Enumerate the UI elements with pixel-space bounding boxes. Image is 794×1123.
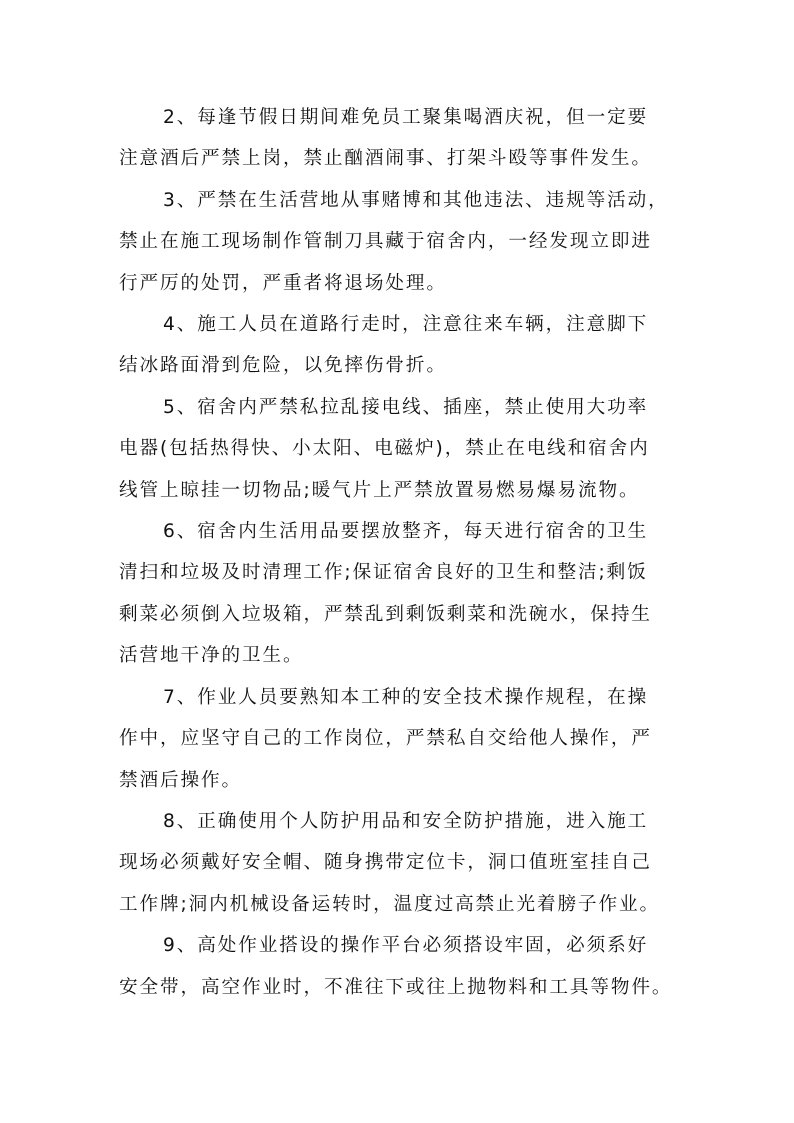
paragraph-line: 9、高处作业搭设的操作平台必须搭设牢固，必须系好 — [163, 935, 649, 957]
rule-paragraph-5 — [119, 387, 679, 511]
rule-paragraph-8 — [119, 801, 679, 925]
rule-paragraph-3 — [119, 180, 679, 304]
paragraph-line: 工作牌;洞内机械设备运转时，温度过高禁止光着膀子作业。 — [119, 893, 661, 915]
paragraph-line: 结冰路面滑到危险，以免摔伤骨折。 — [119, 355, 447, 377]
paragraph-line: 3、严禁在生活营地从事赌博和其他违法、违规等活动， — [163, 189, 669, 211]
paragraph-line: 6、宿舍内生活用品要摆放整齐，每天进行宿舍的卫生 — [163, 521, 649, 543]
rule-paragraph-9 — [119, 925, 679, 1008]
paragraph-line: 7、作业人员要熟知本工种的安全技术操作规程，在操 — [163, 686, 649, 708]
paragraph-line: 电器(包括热得快、小太阳、电磁炉)，禁止在电线和宿舍内 — [119, 438, 650, 460]
paragraph-line: 8、正确使用个人防护用品和安全防护措施，进入施工 — [163, 810, 649, 832]
paragraph-line: 清扫和垃圾及时清理工作;保证宿舍良好的卫生和整洁;剩饭 — [119, 562, 648, 584]
paragraph-line: 活营地干净的卫生。 — [119, 645, 304, 667]
paragraph-line: 线管上晾挂一切物品;暖气片上严禁放置易燃易爆易流物。 — [119, 479, 640, 501]
rule-paragraph-6 — [119, 511, 679, 677]
paragraph-line: 4、施工人员在道路行走时，注意往来车辆，注意脚下 — [163, 314, 649, 336]
rule-paragraph-7 — [119, 677, 679, 801]
paragraph-line: 作中，应坚守自己的工作岗位，严禁私自交给他人操作，严 — [119, 728, 652, 750]
paragraph-line: 现场必须戴好安全帽、随身携带定位卡，洞口值班室挂自己 — [119, 852, 652, 874]
paragraph-line: 禁止在施工现场制作管制刀具藏于宿舍内，一经发现立即进 — [119, 231, 652, 253]
document-body — [119, 97, 679, 1008]
rule-paragraph-4 — [119, 304, 679, 387]
rule-paragraph-2 — [119, 97, 679, 180]
paragraph-line: 安全带，高空作业时，不准往下或往上抛物料和工具等物件。 — [119, 976, 673, 998]
paragraph-line: 行严厉的处罚，严重者将退场处理。 — [119, 272, 447, 294]
paragraph-line: 禁酒后操作。 — [119, 769, 242, 791]
paragraph-line: 2、每逢节假日期间难免员工聚集喝酒庆祝，但一定要 — [163, 107, 649, 128]
paragraph-line: 剩菜必须倒入垃圾箱，严禁乱到剩饭剩菜和洗碗水，保持生 — [119, 603, 652, 625]
paragraph-line: 5、宿舍内严禁私拉乱接电线、插座，禁止使用大功率 — [163, 396, 649, 418]
paragraph-line: 注意酒后严禁上岗，禁止酗酒闹事、打架斗殴等事件发生。 — [119, 148, 652, 170]
